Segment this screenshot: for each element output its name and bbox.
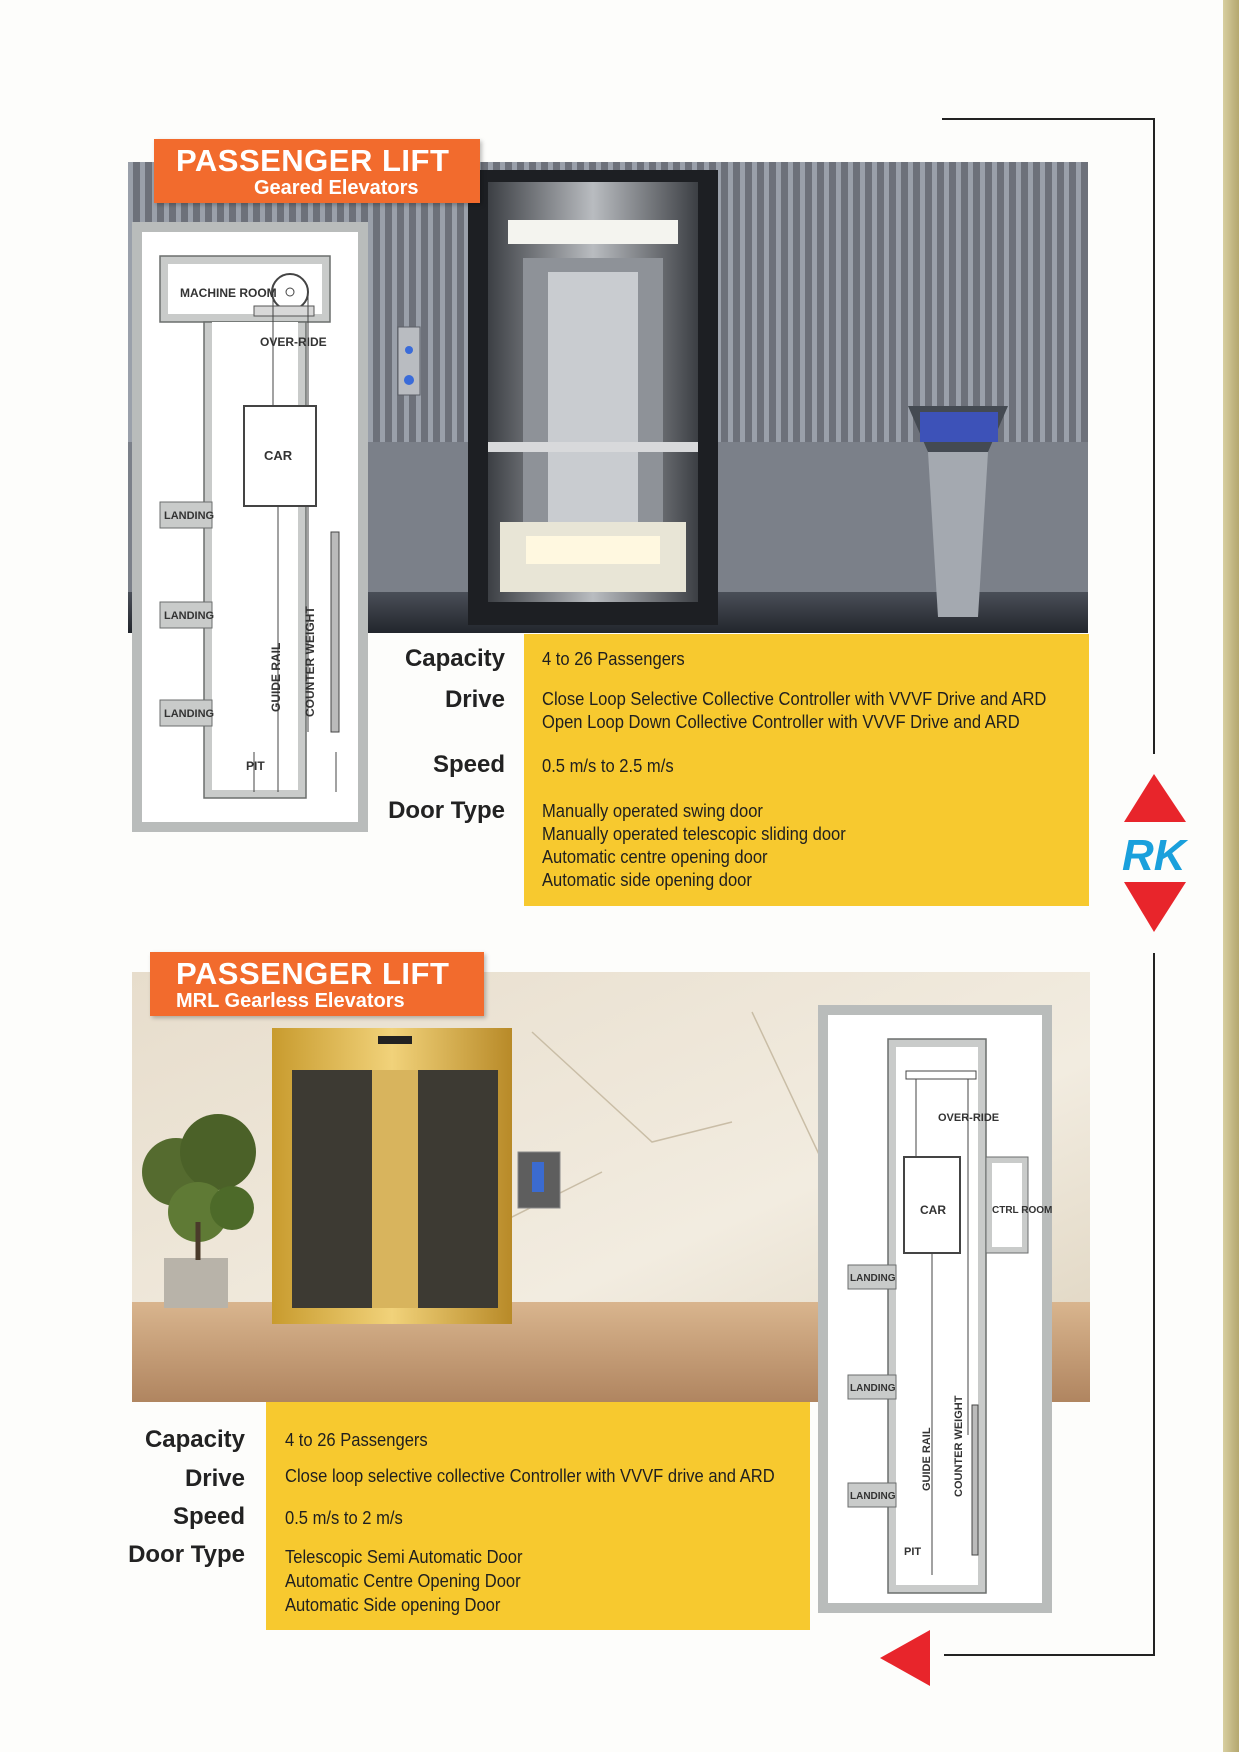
section2-drive-label: Drive — [184, 1465, 245, 1492]
section2-title: PASSENGER LIFT — [176, 956, 450, 991]
mrl-counter-weight-label: COUNTER WEIGHT — [953, 1395, 965, 1497]
page-edge-stripe — [1223, 0, 1239, 1752]
override-label: OVER-RIDE — [260, 335, 327, 349]
section2-title-box — [150, 952, 484, 1016]
guide-rail-label: GUIDE RAIL — [269, 642, 283, 712]
mrl-guide-rail-label: GUIDE RAIL — [921, 1427, 933, 1491]
car-label: CAR — [264, 448, 293, 463]
left-arrow-icon — [878, 1628, 934, 1688]
section2-door-value-1: Telescopic Semi Automatic Door — [285, 1547, 523, 1567]
mrl-landing-label-1: LANDING — [850, 1273, 896, 1284]
section1-drive-value-2: Open Loop Down Collective Controller with VVVF Drive and ARD — [542, 712, 1020, 732]
section1-speed-label: Speed — [432, 751, 505, 778]
section2-speed-label: Speed — [172, 1503, 245, 1530]
logo-text: RK — [1122, 831, 1186, 880]
section1-subtitle: Geared Elevators — [254, 177, 419, 199]
mrl-override-label: OVER-RIDE — [938, 1112, 1000, 1124]
mrl-landing-label-2: LANDING — [850, 1383, 896, 1394]
pit-label: PIT — [246, 759, 265, 773]
section1-speed-value: 0.5 m/s to 2.5 m/s — [542, 756, 674, 776]
section1-door-label: Door Type — [388, 797, 505, 824]
section1-door-value-4: Automatic side opening door — [542, 870, 752, 890]
down-arrow-icon — [1124, 882, 1186, 932]
section1-drive-value-1: Close Loop Selective Collective Controller with VVVF Drive and ARD — [542, 689, 1047, 709]
section1-door-value-3: Automatic centre opening door — [542, 847, 768, 867]
counter-weight-label: COUNTER WEIGHT — [303, 606, 317, 717]
section2-capacity-value: 4 to 26 Passengers — [285, 1430, 428, 1450]
landing-label-3: LANDING — [164, 708, 215, 720]
section1-title: PASSENGER LIFT — [176, 143, 450, 178]
mrl-pit-label: PIT — [904, 1546, 922, 1558]
section1-capacity-label: Capacity — [404, 645, 505, 672]
mrl-ctrl-room-label: CTRL ROOM — [992, 1205, 1053, 1216]
section2-door-value-2: Automatic Centre Opening Door — [285, 1571, 521, 1591]
section1-capacity-value: 4 to 26 Passengers — [542, 649, 685, 669]
section1-title-box — [154, 139, 480, 203]
landing-label-2: LANDING — [164, 610, 215, 622]
rk-logo — [1120, 770, 1200, 940]
section1-door-value-1: Manually operated swing door — [542, 801, 763, 821]
section1-door-value-2: Manually operated telescopic sliding door — [542, 824, 846, 844]
mrl-shaft-diagram — [828, 1015, 1053, 1603]
mrl-car-label: CAR — [920, 1203, 946, 1217]
mrl-landing-label-3: LANDING — [850, 1491, 896, 1502]
landing-label-1: LANDING — [164, 510, 215, 522]
machine-room-label: MACHINE ROOM — [180, 286, 277, 300]
section2-capacity-label: Capacity — [144, 1426, 245, 1453]
geared-shaft-diagram — [142, 232, 358, 822]
section2-drive-value: Close loop selective collective Controller with VVVF drive and ARD — [285, 1466, 775, 1486]
section2-subtitle: MRL Gearless Elevators — [176, 990, 405, 1012]
section2-door-label: Door Type — [128, 1541, 245, 1568]
section2-speed-value: 0.5 m/s to 2 m/s — [285, 1508, 403, 1528]
up-arrow-icon — [1124, 774, 1186, 822]
section2-door-value-3: Automatic Side opening Door — [285, 1595, 501, 1615]
section1-drive-label: Drive — [444, 686, 505, 713]
